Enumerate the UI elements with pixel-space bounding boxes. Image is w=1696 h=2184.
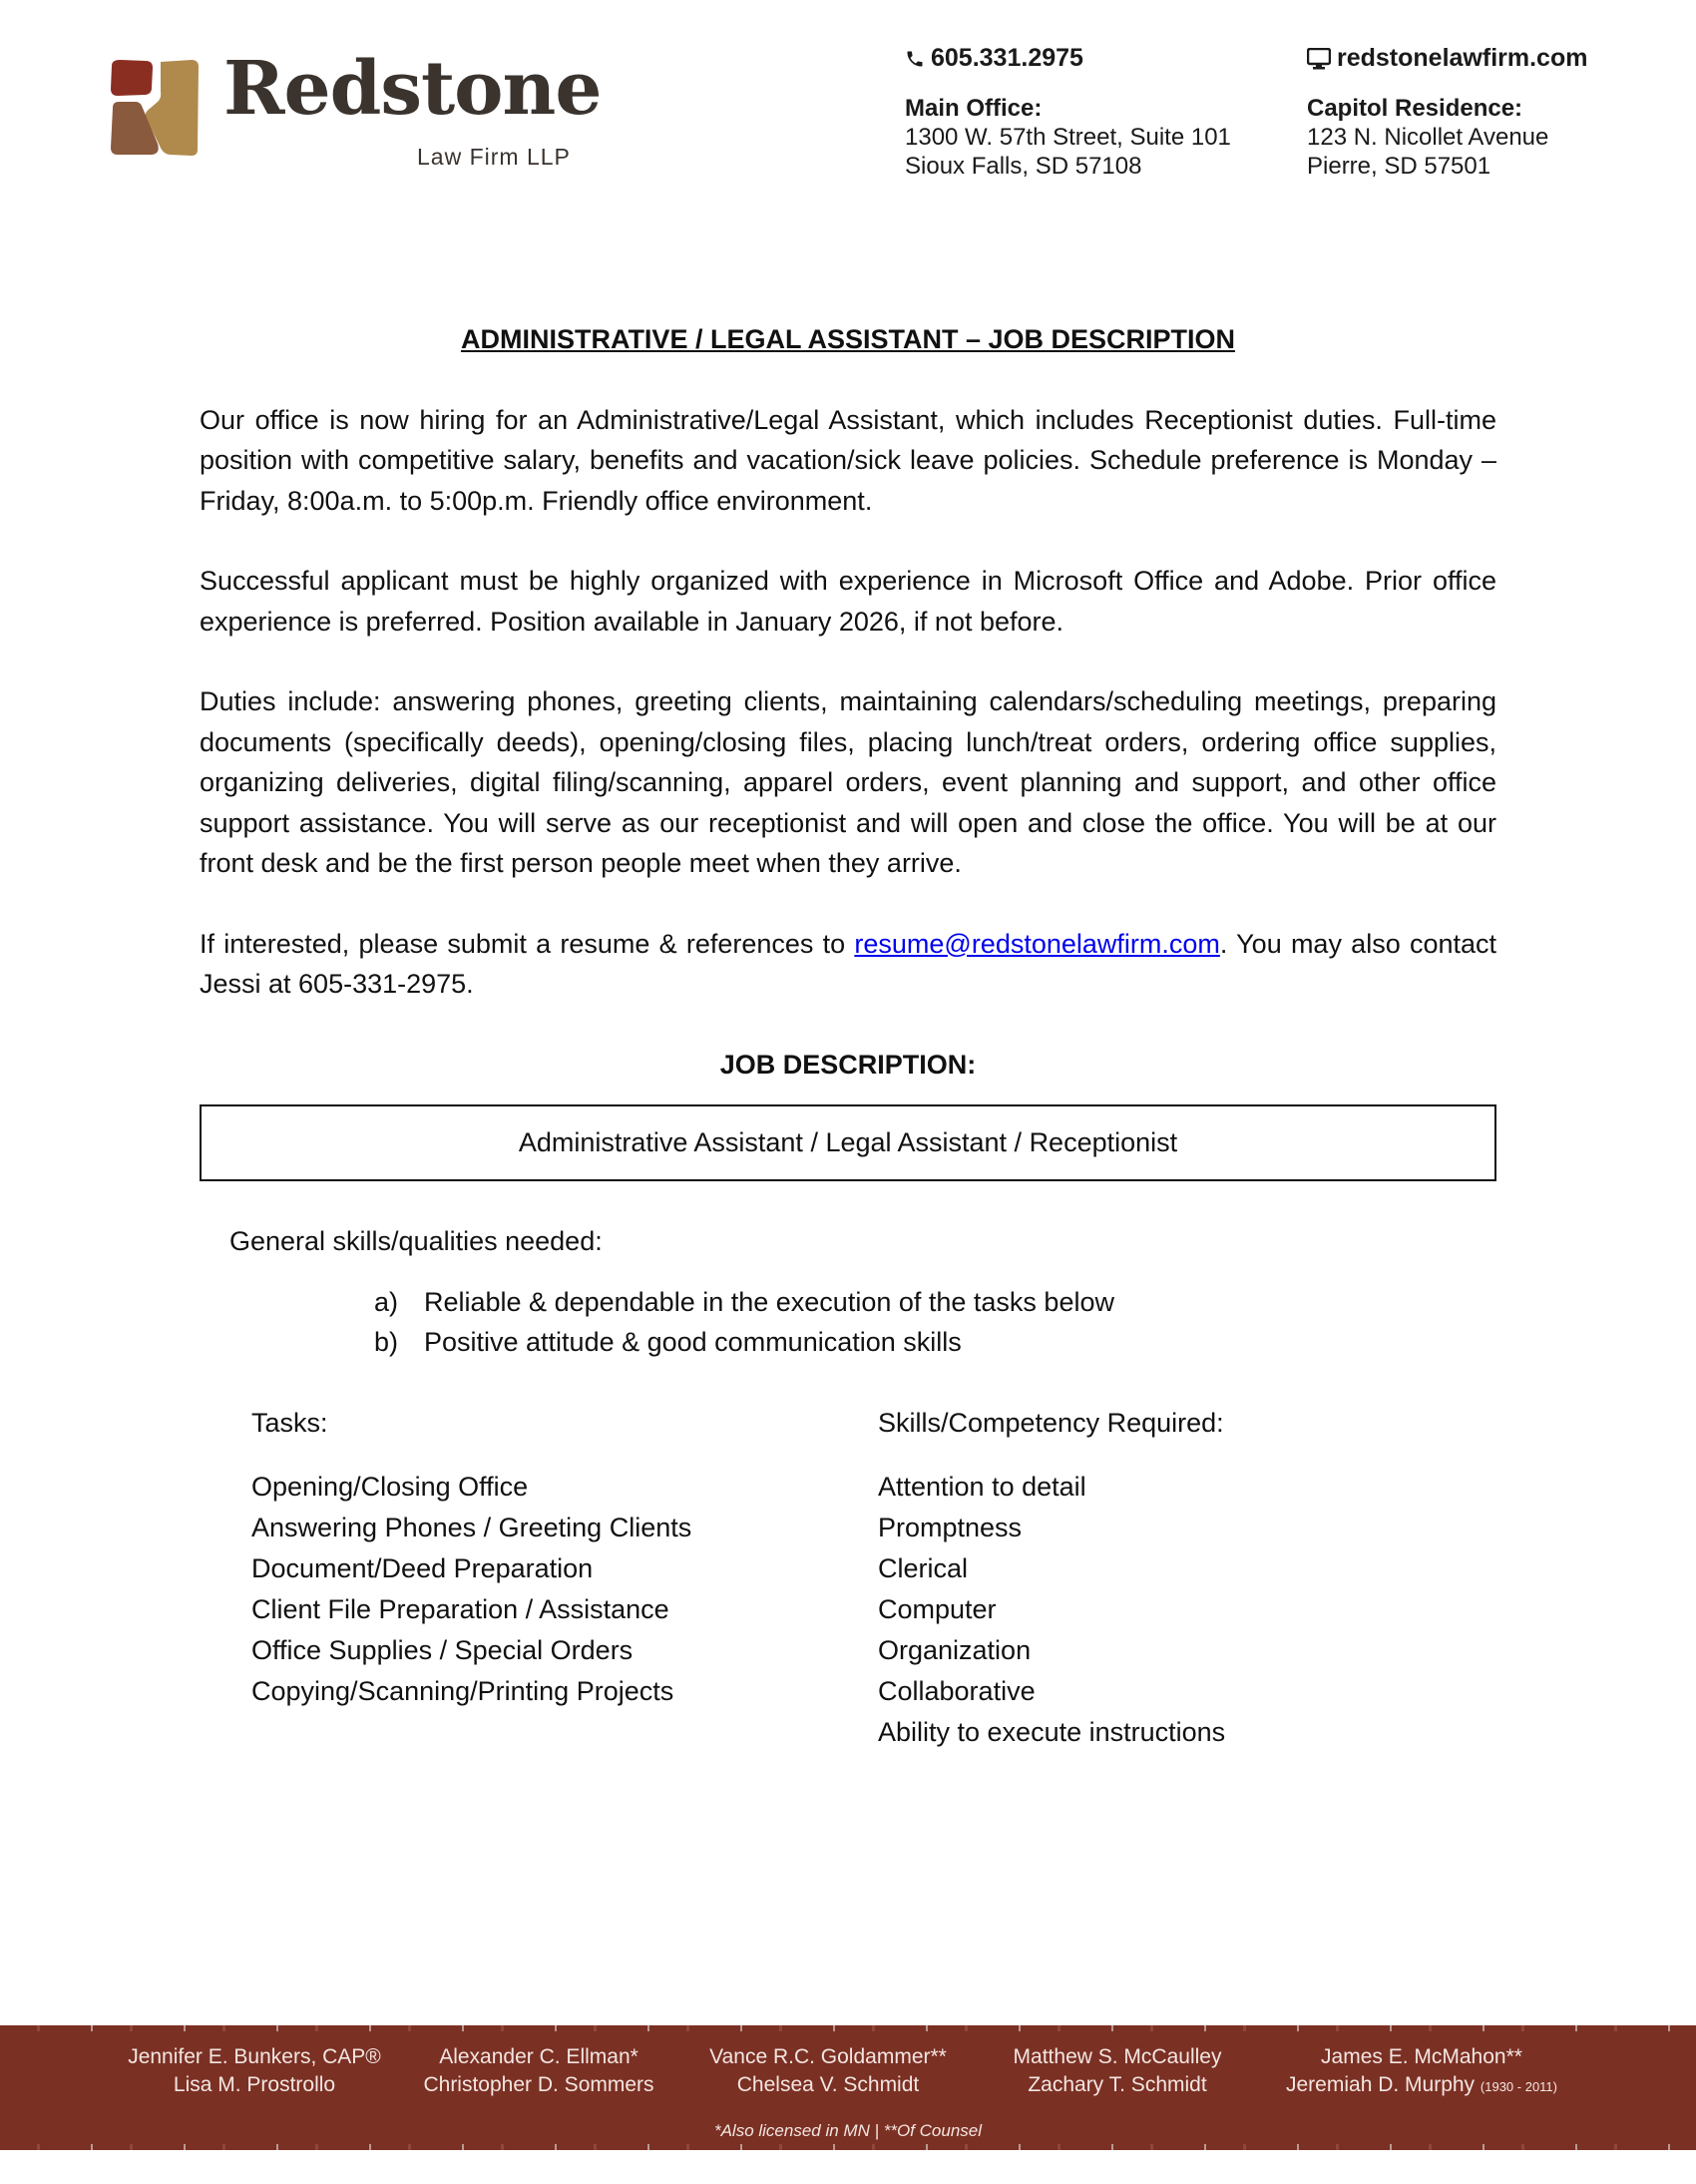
tasks-column bbox=[251, 1403, 691, 1713]
partner-name: Christopher D. Sommers bbox=[423, 2073, 654, 2096]
capitol-residence-label: Capitol Residence: bbox=[1307, 95, 1523, 122]
partner-column bbox=[988, 2043, 1247, 2099]
skill-item: Attention to detail bbox=[878, 1472, 1086, 1502]
resume-email-link[interactable]: resume@redstonelawfirm.com bbox=[854, 928, 1220, 959]
task-item: Opening/Closing Office bbox=[251, 1472, 529, 1502]
role-title-box bbox=[200, 1104, 1496, 1181]
capitol-residence-line1: 123 N. Nicollet Avenue bbox=[1307, 124, 1549, 151]
partner-name: Alexander C. Ellman* bbox=[439, 2045, 638, 2068]
partner-name: James E. McMahon** bbox=[1321, 2045, 1522, 2068]
task-item: Document/Deed Preparation bbox=[251, 1553, 594, 1583]
requirements-paragraph: Successful applicant must be highly organized with experience in Microsoft Office and Adobe. Prior office experience is preferred. Position available in January 2026, if not before. bbox=[200, 566, 1496, 637]
skills-column bbox=[878, 1403, 1225, 1754]
intro-paragraph: Our office is now hiring for an Administrative/Legal Assistant, which includes Receptionist duties. Full-time position with competitive salary, benefits and vacation/sick leave policies. Schedule preference is Monday – Friday, 8:00a.m. to 5:00p.m. Friendly office environment. bbox=[200, 404, 1496, 516]
skill-item: Ability to execute instructions bbox=[878, 1717, 1226, 1747]
skill-item: Computer bbox=[878, 1594, 997, 1624]
quality-text: Positive attitude & good communication skills bbox=[424, 1327, 962, 1357]
main-office-line2: Sioux Falls, SD 57108 bbox=[905, 153, 1142, 180]
partner-column bbox=[1262, 2043, 1581, 2101]
tasks-skills-columns bbox=[200, 1403, 1496, 1762]
page-title: ADMINISTRATIVE / LEGAL ASSISTANT – JOB DESCRIPTION bbox=[460, 324, 1236, 354]
job-description-heading: JOB DESCRIPTION: bbox=[719, 1049, 977, 1080]
partner-name: Jennifer E. Bunkers, CAP® bbox=[128, 2045, 381, 2068]
partner-name: Matthew S. McCaulley bbox=[1013, 2045, 1222, 2068]
contact-text-after: . You may also contact Jessi at 605-331-2975. bbox=[200, 928, 1496, 999]
task-item: Client File Preparation / Assistance bbox=[251, 1594, 669, 1624]
phone-icon bbox=[905, 49, 925, 69]
footer-partners-banner bbox=[0, 2025, 1696, 2150]
partner-name: Zachary T. Schmidt bbox=[1028, 2073, 1207, 2096]
partner-name: Jeremiah D. Murphy bbox=[1286, 2073, 1476, 2096]
partner-column bbox=[120, 2043, 389, 2099]
contact-paragraph bbox=[200, 924, 1496, 1005]
phone-number: 605.331.2975 bbox=[931, 44, 1083, 72]
partner-name: Chelsea V. Schmidt bbox=[736, 2073, 920, 2096]
duties-paragraph: Duties include: answering phones, greeting clients, maintaining calendars/scheduling meetings, preparing documents (specifically deeds), opening/closing files, placing lunch/treat orders, ordering office supplies, organizing deliveries, digital filing/scanning, apparel orders, event planning and support, and other office support assistance. You will serve as our receptionist and will open and close the office. You will be at our front desk and be the first person people meet when they arrive. bbox=[200, 686, 1496, 878]
partner-years: (1930 - 2011) bbox=[1480, 2079, 1557, 2094]
firm-name: Redstone bbox=[223, 46, 602, 132]
main-office-block bbox=[905, 44, 1231, 181]
main-office-label: Main Office: bbox=[905, 95, 1043, 122]
partner-column bbox=[698, 2043, 958, 2099]
partner-column bbox=[409, 2043, 668, 2099]
list-item bbox=[374, 1282, 1496, 1323]
qualities-list bbox=[374, 1282, 1496, 1363]
website-url: redstonelawfirm.com bbox=[1337, 44, 1588, 72]
firm-subtitle: Law Firm LLP bbox=[417, 144, 571, 170]
quality-text: Reliable & dependable in the execution of the tasks below bbox=[424, 1286, 1114, 1317]
website-line[interactable] bbox=[1307, 44, 1587, 73]
skill-item: Clerical bbox=[878, 1553, 969, 1583]
main-office-line1: 1300 W. 57th Street, Suite 101 bbox=[905, 124, 1231, 151]
list-marker: a) bbox=[374, 1286, 399, 1317]
contact-text-before: If interested, please submit a resume & references to bbox=[200, 928, 855, 959]
task-item: Answering Phones / Greeting Clients bbox=[251, 1513, 692, 1542]
document-body bbox=[200, 319, 1496, 1762]
task-item: Copying/Scanning/Printing Projects bbox=[251, 1676, 674, 1706]
skill-item: Promptness bbox=[878, 1513, 1023, 1542]
skills-heading: Skills/Competency Required: bbox=[878, 1407, 1224, 1438]
skill-item: Collaborative bbox=[878, 1676, 1036, 1706]
redstone-logo-mark-icon bbox=[106, 58, 206, 158]
role-title: Administrative Assistant / Legal Assistant / Receptionist bbox=[518, 1127, 1178, 1158]
partner-name: Lisa M. Prostrollo bbox=[173, 2073, 336, 2096]
general-skills-heading: General skills/qualities needed: bbox=[229, 1226, 603, 1256]
firm-logo bbox=[106, 46, 605, 178]
capitol-residence-line2: Pierre, SD 57501 bbox=[1307, 153, 1491, 180]
phone-line[interactable] bbox=[905, 44, 1231, 73]
list-marker: b) bbox=[374, 1327, 399, 1357]
list-item bbox=[374, 1322, 1496, 1363]
monitor-icon bbox=[1307, 48, 1331, 70]
partner-name-with-note bbox=[1262, 2071, 1581, 2101]
partner-name: Vance R.C. Goldammer** bbox=[709, 2045, 947, 2068]
tasks-heading: Tasks: bbox=[251, 1407, 328, 1438]
task-item: Office Supplies / Special Orders bbox=[251, 1635, 634, 1665]
skill-item: Organization bbox=[878, 1635, 1032, 1665]
capitol-residence-block bbox=[1307, 44, 1587, 181]
footer-footnote: *Also licensed in MN | **Of Counsel bbox=[713, 2121, 983, 2140]
